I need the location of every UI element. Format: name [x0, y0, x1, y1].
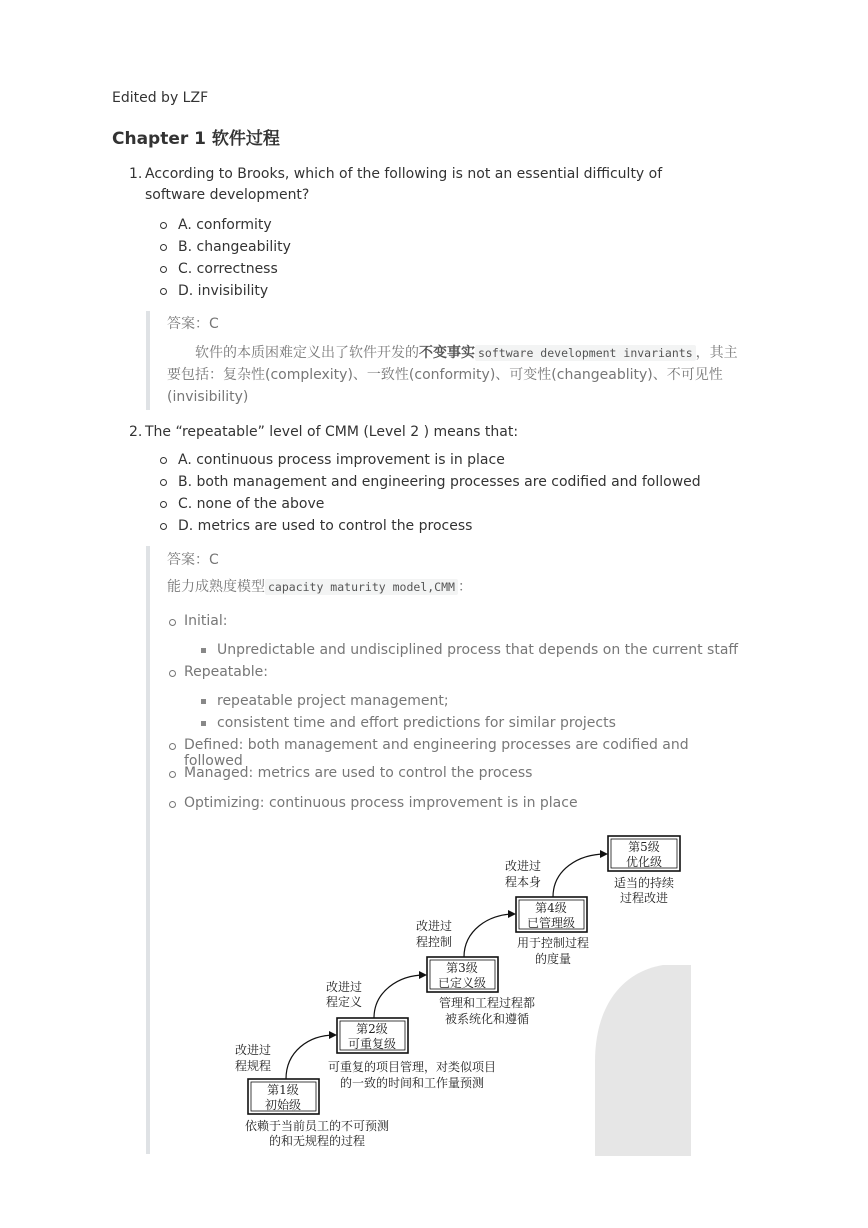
level-4-name: 已管理级 [526, 916, 576, 930]
question-2-options [159, 449, 701, 537]
option-a: A. conformity [159, 214, 291, 236]
level-4-number: 第4级 [535, 901, 567, 915]
arrow-3-label: 改进过 [416, 919, 453, 933]
level-managed: Managed: metrics are used to control the process [184, 765, 533, 781]
explain-bold: 不变事实 [419, 345, 475, 361]
level-4-desc: 用于控制过程 [516, 936, 590, 950]
level-3-number: 第3级 [446, 961, 478, 975]
answer-block-1 [146, 311, 740, 410]
watermark-seal [595, 965, 691, 1156]
arrow-1-label-2: 程规程 [235, 1059, 272, 1073]
level-initial: Initial: [184, 613, 228, 629]
level-4-desc-2: 的度量 [534, 952, 572, 966]
level-1-number: 第1级 [267, 1083, 299, 1097]
level-5-desc: 适当的持续 [613, 876, 675, 890]
arrow-4-label-2: 程本身 [505, 875, 542, 889]
level-2-number: 第2级 [356, 1022, 388, 1036]
explain-text: 软件的本质困难定义出了软件开发的 [195, 345, 419, 361]
level-1-name: 初始级 [264, 1098, 302, 1112]
answer-label: 答案：C [167, 552, 219, 568]
level-5-number: 第5级 [628, 840, 660, 854]
level-3-desc-2: 被系统化和遵循 [444, 1012, 530, 1026]
level-repeatable-detail-1: repeatable project management; [217, 693, 449, 709]
level-2-desc: 可重复的项目管理，对类似项目 [327, 1060, 497, 1074]
question-1-options [159, 214, 291, 302]
level-initial-detail: Unpredictable and undisciplined process that depends on the current staff [217, 642, 739, 658]
level-1-desc-2: 的和无规程的过程 [268, 1134, 366, 1148]
arrow-3-to-4 [464, 914, 514, 957]
option-a: A. continuous process improvement is in place [159, 449, 701, 471]
arrow-2-to-3 [374, 975, 425, 1018]
arrow-4-label: 改进过 [505, 859, 542, 873]
level-5-desc-2: 过程改进 [619, 891, 669, 905]
option-d: D. invisibility [159, 280, 291, 302]
question-number: 2. [129, 424, 143, 440]
level-defined: Defined: both management and engineering processes are codified and followed [184, 737, 740, 769]
level-repeatable-detail-2: consistent time and effort predictions for similar projects [217, 715, 616, 731]
arrow-2-label: 改进过 [326, 980, 363, 994]
level-3-desc: 管理和工程过程都 [438, 996, 536, 1010]
option-c: C. correctness [159, 258, 291, 280]
option-b: B. both management and engineering processes are codified and followed [159, 471, 701, 493]
arrow-2-label-2: 程定义 [326, 995, 363, 1009]
level-5-name: 优化级 [625, 855, 663, 869]
level-1-desc: 依赖于当前员工的不可预测 [244, 1119, 390, 1133]
answer-explanation [167, 342, 739, 408]
level-repeatable: Repeatable: [184, 664, 268, 680]
editor-note: Edited by LZF [112, 90, 209, 106]
cmm-intro [167, 576, 739, 598]
explain-code: software development invariants [475, 345, 696, 361]
option-b: B. changeability [159, 236, 291, 258]
arrow-1-label: 改进过 [235, 1043, 272, 1057]
level-2-name: 可重复级 [347, 1037, 397, 1051]
arrow-4-to-5 [553, 854, 606, 897]
question-text: The “repeatable” level of CMM (Level 2 ) means that: [145, 424, 519, 440]
cmm-levels-diagram [223, 832, 691, 1156]
question-number: 1. [129, 166, 143, 182]
cmm-code: capacity maturity model,CMM [265, 579, 458, 595]
chapter-title: Chapter 1 软件过程 [112, 129, 280, 149]
explain-text-rest: ，其主要包括：复杂性(complexity)、一致性(conformity)、可变性(changeablity)、不可见性(invisibility) [167, 345, 738, 405]
level-optimizing: Optimizing: continuous process improvement is in place [184, 795, 578, 811]
arrow-3-label-2: 程控制 [416, 935, 453, 949]
question-text: According to Brooks, which of the following is not an essential difficulty of software development? [145, 166, 663, 203]
cmm-intro-text: 能力成熟度模型 [167, 579, 265, 595]
level-2-desc-2: 的一致的时间和工作量预测 [339, 1076, 485, 1090]
level-3-name: 已定义级 [437, 976, 487, 990]
option-d: D. metrics are used to control the process [159, 515, 701, 537]
answer-label: 答案：C [167, 316, 219, 332]
option-c: C. none of the above [159, 493, 701, 515]
cmm-colon: ： [457, 579, 472, 595]
